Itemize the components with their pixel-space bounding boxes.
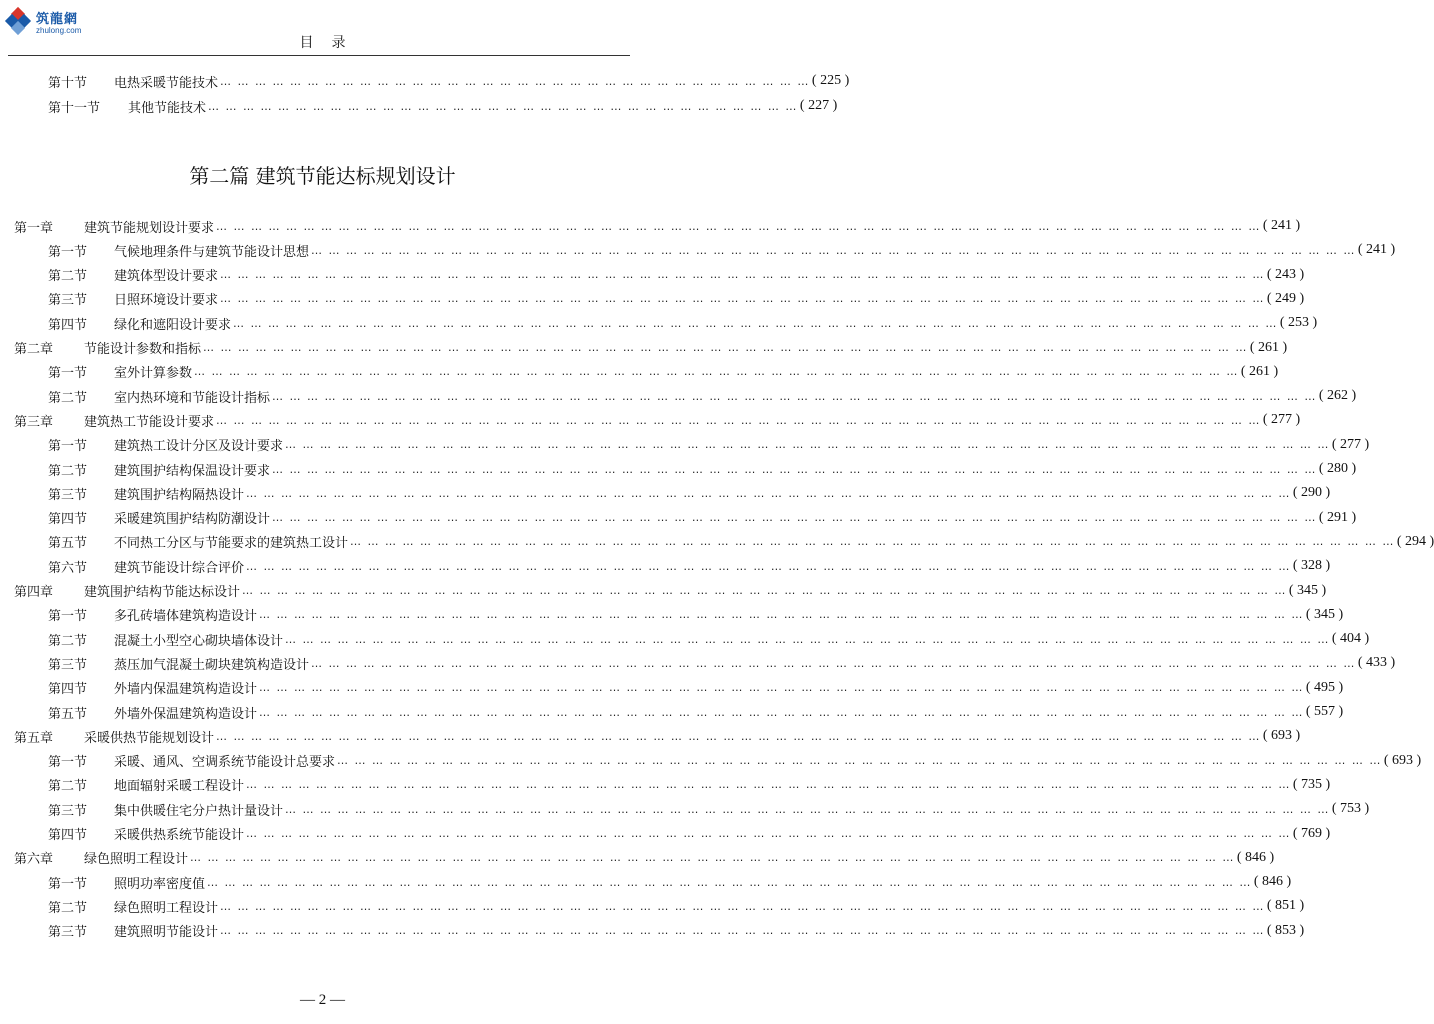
toc-entry-title: 采暖供热系统节能设计: [114, 828, 245, 843]
toc-entry-page: ( 243 ): [1266, 266, 1305, 282]
toc-entry-page: ( 261 ): [1249, 339, 1288, 355]
toc-leader-dots: … … … … … … … … … … … … … … … … … … … … … … … … … … … … … … … … … …: [208, 99, 798, 113]
toc-leader-dots: … … … … … … … … … … … … … … … … … … … … … … … … … … … … … … … … … … … … … … … … … … … … … … … … … … … … … … … … … … … …: [259, 681, 1304, 695]
toc-entry-label: 第六章: [14, 852, 54, 868]
toc-chapter-entry: [14, 846, 1275, 870]
toc-entry-page: ( 557 ): [1305, 704, 1344, 719]
toc-entry-label: 第二节: [48, 900, 88, 916]
toc-entry-title: 照明功率密度值: [114, 876, 206, 892]
toc-entry-title: 节能设计参数和指标: [84, 342, 202, 357]
toc-entry-label: 第二节: [48, 463, 88, 479]
toc-entry-label: 第一节: [48, 244, 88, 260]
toc-leader-dots: … … … … … … … … … … … … … … … … … … … … … … … … … … … … … … … … … … … … … … … … … … … … … … … … … … … … … … … … … … … …: [220, 899, 1265, 913]
toc-section-entry: [48, 700, 1344, 724]
toc-entry-title: 室外计算参数: [114, 366, 193, 382]
toc-entry-label: 第二节: [48, 633, 88, 649]
toc-section-entry: [48, 676, 1344, 700]
toc-entry-title: 采暖供热节能规划设计: [84, 730, 215, 746]
toc-entry-page: ( 249 ): [1266, 290, 1305, 306]
toc-section-entry: [48, 749, 1422, 773]
toc-leader-dots: … … … … … … … … … … … … … … … … … … … … … … … … … … … … … … … … … … … … … … … … … … … … … … … … … … … … … … … … … … … …: [285, 438, 1330, 452]
toc-entry-page: ( 280 ): [1318, 461, 1357, 476]
toc-section-entry: [48, 384, 1357, 408]
toc-section-entry: [48, 797, 1370, 821]
toc-leader-dots: … … … … … … … … … … … … … … … … … … … … … … … … … … … … … … … … … … … … … … … … … … … … … … … … … … … … … … … … … … … …: [216, 413, 1261, 427]
toc-leader-dots: … … … … … … … … … … … … … … … … … … … … … … … … … … … … … … … … … …: [220, 74, 810, 88]
toc-entry-title: 蒸压加气混凝土砌块建筑构造设计: [114, 657, 310, 673]
toc-section-entry: [48, 360, 1279, 384]
toc-leader-dots: … … … … … … … … … … … … … … … … … … … … … … … … … … … … … … … … … … … … … … … … … … … … … … … … … … … … … … … … … … … …: [246, 486, 1291, 500]
toc-entry-title: 外墙外保温建筑构造设计: [114, 706, 258, 722]
page-number: — 2 —: [300, 992, 345, 1008]
toc-entry-page: ( 262 ): [1318, 388, 1357, 404]
toc-entry-page: ( 769 ): [1292, 825, 1331, 841]
toc-entry-title: 气候地理条件与建筑节能设计思想: [114, 244, 310, 260]
toc-entry-page: ( 227 ): [799, 98, 838, 113]
toc-entry-title: 建筑照明节能设计: [114, 925, 219, 941]
toc-leader-dots: … … … … … … … … … … … … … … … … … … … … … … … … … … … … … … … … … … … … … … … … … … … … … … … … … … … … … … … … … … … …: [194, 365, 1239, 379]
toc-entry-title: 混凝土小型空心砌块墙体设计: [114, 633, 284, 649]
toc-entry-page: ( 290 ): [1292, 485, 1331, 501]
toc-section-entry: [48, 627, 1370, 651]
toc-entry-page: ( 291 ): [1318, 509, 1357, 525]
logo-site: zhulong.com: [36, 26, 82, 35]
toc-entry-page: ( 846 ): [1253, 874, 1292, 890]
toc-chapter-entry: [14, 214, 1301, 238]
toc-entry-label: 第二节: [48, 269, 88, 285]
toc-entry-title: 不同热工分区与节能要求的建筑热工设计: [114, 536, 349, 552]
toc-entry-page: ( 277 ): [1331, 436, 1370, 452]
toc-entry-title: 多孔砖墙体建筑构造设计: [114, 609, 258, 625]
toc-entry: [48, 94, 838, 118]
toc-leader-dots: … … … … … … … … … … … … … … … … … … … … … … … … … … … … … … … … … … … … … … … … … … … … … … … … … … … … … … … … … … … …: [272, 389, 1317, 403]
toc-leader-dots: … … … … … … … … … … … … … … … … … … … … … … … … … … … … … … … … … … … … … … … … … … … … … … … … … … … … … … … … … … … …: [242, 584, 1287, 597]
toc-chapter-entry: [14, 724, 1301, 748]
toc-entry-label: 第四节: [48, 512, 88, 528]
toc-entry-label: 第三节: [48, 487, 88, 503]
toc-entry-title: 绿化和遮阳设计要求: [114, 317, 232, 333]
toc-leader-dots: … … … … … … … … … … … … … … … … … … … … … … … … … … … … … … … … … … … … … … … … … … … … … … … … … … … … … … … … … … … …: [216, 219, 1261, 233]
toc-entry-label: 第四节: [48, 682, 88, 698]
toc-entry: [48, 69, 850, 93]
toc-entry-title: 外墙内保温建筑构造设计: [114, 682, 258, 698]
toc-entry-page: ( 735 ): [1292, 776, 1331, 792]
toc-entry-label: 第一节: [48, 366, 88, 382]
toc-entry-page: ( 345 ): [1288, 582, 1327, 598]
toc-entry-title: 建筑围护结构节能达标设计: [84, 585, 241, 600]
zhulong-logo-icon: [6, 8, 32, 34]
toc-entry-label: 第三节: [48, 657, 88, 673]
toc-entry-page: ( 225 ): [811, 73, 850, 88]
toc-section-entry: [48, 870, 1292, 894]
toc-leader-dots: … … … … … … … … … … … … … … … … … … … … … … … … … … … … … … … … … … … … … … … … … … … … … … … … … … … … … … … … … … … …: [337, 754, 1382, 768]
toc-entry-page: ( 241 ): [1357, 242, 1396, 258]
toc-entry-page: ( 241 ): [1262, 218, 1301, 233]
toc-entry-page: ( 495 ): [1305, 679, 1344, 695]
toc-entry-page: ( 693 ): [1262, 728, 1301, 744]
toc-entry-page: ( 433 ): [1357, 655, 1396, 671]
toc-leader-dots: … … … … … … … … … … … … … … … … … … … … … … … … … … … … … … … … … … … … … … … … … … … … … … … … … … … … … … … … … … … …: [311, 243, 1356, 257]
toc-entry-label: 第四节: [48, 828, 88, 843]
header-rule: [8, 55, 630, 56]
toc-section-entry: [48, 481, 1331, 505]
toc-section-entry: [48, 263, 1305, 287]
toc-entry-page: ( 846 ): [1236, 849, 1275, 865]
toc-entry-page: ( 277 ): [1262, 412, 1301, 428]
toc-leader-dots: … … … … … … … … … … … … … … … … … … … … … … … … … … … … … … … … … … … … … … … … … … … … … … … … … … … … … … … … … … … …: [203, 341, 1248, 354]
toc-entry-label: 第一节: [48, 609, 88, 625]
part-title: 第二篇 建筑节能达标规划设计: [189, 164, 456, 188]
toc-entry-page: ( 253 ): [1279, 315, 1318, 331]
toc-entry-label: 第一节: [48, 439, 88, 455]
toc-leader-dots: … … … … … … … … … … … … … … … … … … … … … … … … … … … … … … … … … … … … … … … … … … … … … … … … … … … … … … … … … … … …: [246, 559, 1291, 573]
toc-entry-title: 采暖建筑围护结构防潮设计: [114, 512, 271, 528]
toc-entry-title: 采暖、通风、空调系统节能设计总要求: [114, 755, 336, 771]
logo-name: 筑龍網: [36, 12, 79, 27]
toc-section-entry: [48, 651, 1396, 675]
toc-entry-label: 第三节: [48, 925, 88, 941]
toc-leader-dots: … … … … … … … … … … … … … … … … … … … … … … … … … … … … … … … … … … … … … … … … … … … … … … … … … … … … … … … … … … … …: [272, 462, 1317, 476]
toc-leader-dots: … … … … … … … … … … … … … … … … … … … … … … … … … … … … … … … … … … … … … … … … … … … … … … … … … … … … … … … … … … … …: [220, 292, 1265, 306]
toc-entry-title: 建筑围护结构保温设计要求: [114, 463, 271, 479]
toc-entry-title: 室内热环境和节能设计指标: [114, 390, 271, 406]
toc-leader-dots: … … … … … … … … … … … … … … … … … … … … … … … … … … … … … … … … … … … … … … … … … … … … … … … … … … … … … … … … … … … …: [207, 875, 1252, 889]
toc-entry-page: ( 851 ): [1266, 898, 1305, 914]
toc-entry-page: ( 693 ): [1383, 752, 1422, 768]
toc-entry-label: 第二节: [48, 390, 88, 406]
toc-entry-title: 日照环境设计要求: [114, 293, 219, 309]
toc-entry-title: 建筑热工节能设计要求: [84, 414, 215, 430]
toc-entry-label: 第一章: [14, 220, 54, 236]
page-header-title: 目录: [299, 35, 364, 51]
toc-section-entry: [48, 603, 1344, 627]
toc-entry-page: ( 404 ): [1331, 631, 1370, 647]
toc-section-entry: [48, 773, 1331, 797]
toc-entry-title: 建筑节能设计综合评价: [114, 560, 245, 576]
toc-chapter-entry: [14, 336, 1288, 360]
toc-entry-label: 第五节: [48, 536, 88, 552]
toc-entry-page: ( 328 ): [1292, 558, 1331, 574]
toc-section-entry: [48, 530, 1434, 554]
toc-entry-page: ( 753 ): [1331, 801, 1370, 817]
toc-entry-title: 绿色照明工程设计: [114, 900, 219, 916]
toc-leader-dots: … … … … … … … … … … … … … … … … … … … … … … … … … … … … … … … … … … … … … … … … … … … … … … … … … … … … … … … … … … … …: [259, 705, 1304, 719]
toc-section-entry: [48, 457, 1357, 481]
toc-entry-label: 第三节: [48, 293, 88, 309]
toc-section-entry: [48, 287, 1305, 311]
toc-entry-title: 建筑热工设计分区及设计要求: [114, 439, 284, 455]
toc-section-entry: [48, 433, 1370, 457]
toc-entry-page: ( 345 ): [1305, 606, 1344, 622]
toc-entry-page: ( 294 ): [1396, 533, 1434, 549]
toc-entry-label: 第一节: [48, 876, 88, 892]
toc-leader-dots: … … … … … … … … … … … … … … … … … … … … … … … … … … … … … … … … … … … … … … … … … … … … … … … … … … … … … … … … … … … …: [311, 656, 1356, 670]
toc-entry-label: 第六节: [48, 560, 88, 576]
toc-leader-dots: … … … … … … … … … … … … … … … … … … … … … … … … … … … … … … … … … … … … … … … … … … … … … … … … … … … … … … … … … … … …: [246, 827, 1291, 840]
toc-section-entry: [48, 238, 1396, 262]
toc-section-entry: [48, 506, 1357, 530]
toc-section-entry: [48, 894, 1305, 918]
toc-leader-dots: … … … … … … … … … … … … … … … … … … … … … … … … … … … … … … … … … … … … … … … … … … … … … … … … … … … … … … … … … … … …: [259, 608, 1304, 622]
toc-entry-label: 第三章: [14, 414, 54, 430]
toc-leader-dots: … … … … … … … … … … … … … … … … … … … … … … … … … … … … … … … … … … … … … … … … … … … … … … … … … … … … … … … … … … … …: [350, 535, 1395, 549]
toc-entry-page: ( 853 ): [1266, 922, 1305, 938]
toc-section-entry: [48, 311, 1318, 335]
toc-entry-label: 第二章: [14, 342, 54, 357]
toc-entry-label: 第三节: [48, 803, 88, 819]
toc-entry-title: 地面辐射采暖工程设计: [114, 779, 245, 795]
toc-entry-title: 建筑围护结构隔热设计: [114, 487, 245, 503]
toc-chapter-entry: [14, 408, 1301, 432]
toc-entry-label: 第十节: [48, 75, 88, 91]
toc-section-entry: [48, 554, 1331, 578]
toc-entry-title: 建筑体型设计要求: [114, 269, 219, 285]
toc-section-entry: [48, 919, 1305, 943]
toc-chapter-entry: [14, 579, 1327, 603]
toc-leader-dots: … … … … … … … … … … … … … … … … … … … … … … … … … … … … … … … … … … … … … … … … … … … … … … … … … … … … … … … … … … … …: [220, 268, 1265, 282]
toc-leader-dots: … … … … … … … … … … … … … … … … … … … … … … … … … … … … … … … … … … … … … … … … … … … … … … … … … … … … … … … … … … … …: [220, 924, 1265, 938]
toc-entry-title: 绿色照明工程设计: [84, 852, 189, 868]
toc-entry-label: 第一节: [48, 755, 88, 771]
toc-entry-title: 建筑节能规划设计要求: [84, 220, 215, 236]
toc-entry-label: 第四节: [48, 317, 88, 333]
toc-leader-dots: … … … … … … … … … … … … … … … … … … … … … … … … … … … … … … … … … … … … … … … … … … … … … … … … … … … … … … … … … … … …: [285, 802, 1330, 816]
toc-entry-title: 电热采暖节能技术: [114, 75, 219, 91]
toc-leader-dots: … … … … … … … … … … … … … … … … … … … … … … … … … … … … … … … … … … … … … … … … … … … … … … … … … … … … … … … … … … … …: [285, 632, 1330, 646]
toc-entry-label: 第四章: [14, 585, 54, 600]
toc-leader-dots: … … … … … … … … … … … … … … … … … … … … … … … … … … … … … … … … … … … … … … … … … … … … … … … … … … … … … … … … … … … …: [233, 316, 1278, 330]
toc-leader-dots: … … … … … … … … … … … … … … … … … … … … … … … … … … … … … … … … … … … … … … … … … … … … … … … … … … … … … … … … … … … …: [216, 729, 1261, 743]
toc-section-entry: [48, 822, 1331, 846]
toc-entry-title: 集中供暖住宅分户热计量设计: [114, 803, 284, 819]
toc-leader-dots: … … … … … … … … … … … … … … … … … … … … … … … … … … … … … … … … … … … … … … … … … … … … … … … … … … … … … … … … … … … …: [246, 778, 1291, 792]
toc-leader-dots: … … … … … … … … … … … … … … … … … … … … … … … … … … … … … … … … … … … … … … … … … … … … … … … … … … … … … … … … … … … …: [190, 851, 1235, 865]
toc-entry-label: 第五章: [14, 730, 54, 746]
toc-entry-title: 其他节能技术: [128, 100, 207, 116]
toc-entry-label: 第二节: [48, 779, 88, 795]
toc-entry-label: 第十一节: [48, 100, 101, 116]
toc-entry-label: 第五节: [48, 706, 88, 722]
toc-leader-dots: … … … … … … … … … … … … … … … … … … … … … … … … … … … … … … … … … … … … … … … … … … … … … … … … … … … … … … … … … … … …: [272, 511, 1317, 525]
toc-entry-page: ( 261 ): [1240, 363, 1279, 379]
